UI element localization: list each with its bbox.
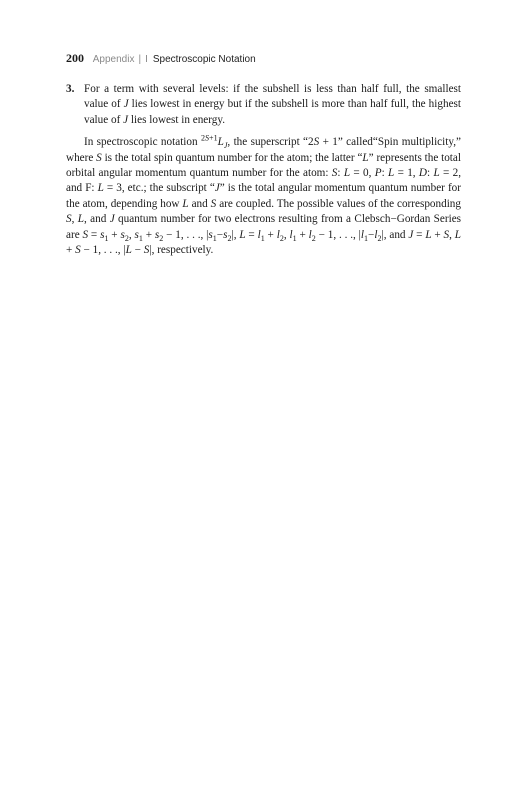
chapter-number: I [145, 54, 148, 65]
list-item-3 [66, 82, 461, 128]
section-title: Spectroscopic Notation [152, 54, 256, 65]
page-number: 200 [66, 51, 84, 65]
appendix-label: Appendix [92, 54, 135, 65]
header-separator: | [138, 54, 142, 65]
body-text [66, 82, 461, 258]
list-item-number: 3. [66, 83, 75, 95]
notation-subscript: J [223, 141, 228, 151]
notation-superscript: 2S+1 [200, 133, 218, 143]
paragraph: In spectroscopic notation $^{2S+1}L_J$, the superscript “2S + 1” called“Spin multiplicity,” where S is the total spin quantum number for the atom; the latter “L” represents the total orbital angular momentum quantum number for the atom: S: L = 0, P: L = 1, D: L = 2, and F: L = 3, etc.; the subscript “J” is the total angular momentum quantum number for the atom, depending how L and S are coupled. The possible values of the corresponding S, L, and J quantum number for two electrons resulting from a Clebsch−Gordan Series are $S = s_1 + s_2$, $s_1 + s_2 - 1$, . . ., $|s_1-s_2|$, $L = l_1 + l_2$, $l_1 + l_2 - 1$, . . ., $|l_1-l_2|$, and J = L + S, L + S − 1, . . ., |L − S|, respectively. [66, 133, 462, 257]
running-header [66, 51, 256, 66]
list-item-text: For a term with several levels: if the subshell is less than half full, the smallest value of J lies lowest in energy but if the subshell is more than half full, the highest value of J lies lowest in energy. [84, 83, 461, 126]
